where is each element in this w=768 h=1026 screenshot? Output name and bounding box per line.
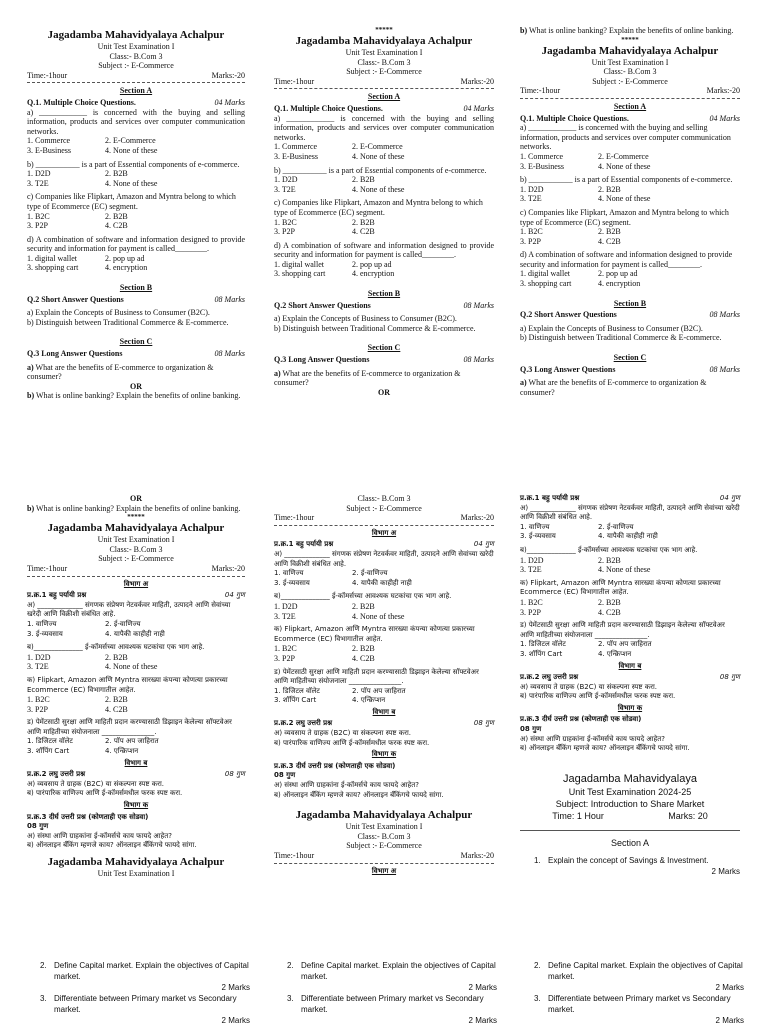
footer-questions-middle: 2. Define Capital market. Explain the objectives of Capital market. 2 Marks 3. Differentiate between Primary market vs Secondary market. 2 Marks [287, 961, 497, 1025]
q3-b: b) What is online banking? Explain the benefits of online banking. [27, 391, 241, 401]
college-name: Jagadamba Mahavidyalaya Achalpur [295, 35, 473, 47]
class-line: Class:- B.Com 3 [109, 51, 163, 61]
share-college: Jagadamba Mahavidyalaya [563, 773, 697, 785]
paper-bottom-right: प्र.क्र.1 बहु पर्यायी प्रश्न 04 गुण अ) _____________ संगणक संप्रेषण नेटवर्कवर माहिती, उत्पादने आणि सेवांच्या खरेदी आणि विक्रीशी संबंधित आहे. 1. वाणिज्य 2. ई-वाणिज्य 3. ई-व्यवसाय 4. यापैकी काहीही नाही ब)______________ ई-कॉमर्सच्या आवश्यक घटकांचा एक भाग आहे. 1. D2D 2. B2B 3. T2E 4. None of these क) Flipkart, Amazon आणि Myntra सारख्या कंपन्या कोणत्या प्रकारच्या Ecommerce (EC) विभागातील आहेत. 1. B2C 2. B2B 3. P2P 4. C2B ड) पेमेंटसाठी सुरक्षा आणि माहिती प्रदान करण्यासाठी डिझाइन केलेल्या सॉफ्टवेअर आणि माहितीच्या संयोजनाला _______________. 1. डिजिटल वॉलेट 2. पॉप अप जाहिरात 3. शॉपिंग Cart 4. एन्क्रिप्शन विभाग ब प्र.क्र.2 लघु उत्तरी प्रश्न 08 गुण अ) व्यवसाय ते ग्राहक (B2C) या संकल्पना स्पष्ट करा. ब) पारंपारिक वाणिज्य आणि ई-कॉमर्समधील फरक स्पष्ट करा. विभाग क प्र.क्र.3 दीर्घ उत्तरी प्रश्न (कोणताही एक सोडवा) 08 गुण अ) संस्था आणि ग्राहकांना ई-कॉमर्सचे काय फायदे आहेत? ब) ऑनलाइन बँकिंग म्हणजे काय? ऑनलाइन बँकिंगचे फायदे सांगा. [520, 494, 740, 753]
section-c-heading: Section C [119, 337, 153, 347]
q2-b: b) Distinguish between Traditional Commerce & E-commerce. [27, 317, 229, 327]
or-label: OR [130, 381, 142, 391]
footer-questions-right: 2. Define Capital market. Explain the objectives of Capital market. 2 Marks 3. Differentiate between Primary market vs Secondary market. 2 Marks [534, 961, 744, 1025]
q3-a: a) What are the benefits of E-commerce to organization & consumer? [27, 362, 214, 382]
mcq-b: b) ___________ is a part of Essential components of e-commerce. [27, 159, 240, 169]
paper-bottom-left: OR b) What is online banking? Explain the benefits of online banking. ***** Jagadamba Mahavidyalaya Achalpur Unit Test Examination I Class:- B.Com 3 Subject :- E-Commerce Time:-1hour Marks:-20 विभाग अ प्र.क्र.1 बहु पर्यायी प्रश्न 04 गुण अ) _____________ संगणक संप्रेषण नेटवर्कवर माहिती, उत्पादने आणि सेवांच्या खरेदी आणि विक्रीशी संबंधित आहे. 1. वाणिज्य 2. ई-वाणिज्य 3. ई-व्यवसाय 4. यापैकी काहीही नाही ब)______________ ई-कॉमर्सच्या आवश्यक घटकांचा एक भाग आहे. 1. D2D 2. B2B 3. T2E 4. None of these क) Flipkart, Amazon आणि Myntra सारख्या कंपन्या कोणत्या प्रकारच्या Ecommerce (EC) विभागातील आहेत. 1. B2C 2. B2B 3. P2P 4. C2B ड) पेमेंटसाठी सुरक्षा आणि माहिती प्रदान करण्यासाठी डिझाइन केलेल्या सॉफ्टवेअर आणि माहितीच्या संयोजनाला _______________. 1. डिजिटल वॉलेट 2. पॉप अप जाहिरात 3. शॉपिंग Cart 4. एन्क्रिप्शन विभाग ब प्र.क्र.2 लघु उत्तरी प्रश्न 08 गुण अ) व्यवसाय ते ग्राहक (B2C) या संकल्पना स्पष्ट करा. ब) पारंपारिक वाणिज्य आणि ई-कॉमर्समधील फरक स्पष्ट करा. विभाग क प्र.क्र.3 दीर्घ उत्तरी प्रश्न (कोणताही एक सोडवा) 08 गुण अ) संस्था आणि ग्राहकांना ई-कॉमर्सचे काय फायदे आहेत? ब) ऑनलाइन बँकिंग म्हणजे काय? ऑनलाइन बँकिंगचे फायदे सांगा. Jagadamba Mahavidyalaya Achalpur Unit Test Examination I [27, 494, 245, 878]
divider [27, 82, 245, 83]
share-market-paper: Jagadamba Mahavidyalaya Unit Test Examination 2024-25 Subject: Introduction to Share Market Time: 1 Hour Marks: 20 Section A 1. Explain the concept of Savings & Investment. 2 Marks [520, 772, 740, 877]
paper-top-middle: ***** Jagadamba Mahavidyalaya Achalpur Unit Test Examination I Class:- B.Com 3 Subject :- E-Commerce Time:-1hour Marks:-20 Section A Q.1. Multiple Choice Questions. 04 Marks a) ____________ is concerned with the buying and selling information, products and services over computer communication networks. 1. Commerce 2. E-Commerce 3. E-Business 4. None of these b) ___________ is a part of Essential components of e-commerce. 1. D2D 2. B2B 3. T2E 4. None of these c) Companies like Flipkart, Amazon and Myntra belong to which type of Ecommerce (EC) segment. 1. B2C 2. B2B 3. P2P 4. C2B d) A combination of software and information designed to provide security and information for payment is called________. 1. digital wallet 2. pop up ad 3. shopping cart 4. encryption Section B Q.2 Short Answer Questions 08 Marks a) Explain the Concepts of Business to Consumer (B2C). b) Distinguish between Traditional Commerce & E-commerce. Section C Q.3 Long Answer Questions 08 Marks a) What are the benefits of E-commerce to organization & consumer? OR [274, 26, 494, 397]
exam-name: Unit Test Examination I [97, 42, 175, 51]
q1-heading: Q.1. Multiple Choice Questions. 04 Marks [27, 97, 245, 107]
section-b-heading: Section B [119, 283, 153, 293]
footer-questions-left: 2. Define Capital market. Explain the objectives of Capital market. 2 Marks 3. Differentiate between Primary market vs Secondary market. 2 Marks [40, 961, 250, 1025]
stars-separator: ***** [375, 26, 393, 34]
section-a-heading: Section A [119, 86, 153, 96]
q2-a: a) Explain the Concepts of Business to Consumer (B2C). [27, 308, 210, 318]
divider [274, 88, 494, 89]
subject-line: Subject :- E-Commerce [98, 61, 174, 71]
college-name: Jagadamba Mahavidyalaya Achalpur [47, 29, 225, 41]
mcq-d: d) A combination of software and information designed to provide security and information for payment is called________. [27, 234, 245, 254]
paper-bottom-middle: Class:- B.Com 3 Subject :- E-Commerce Time:-1hour Marks:-20 विभाग अ प्र.क्र.1 बहु पर्यायी प्रश्न 04 गुण अ) _____________ संगणक संप्रेषण नेटवर्कवर माहिती, उत्पादने आणि सेवांच्या खरेदी आणि विक्रीशी संबंधित आहे. 1. वाणिज्य 2. ई-वाणिज्य 3. ई-व्यवसाय 4. यापैकी काहीही नाही ब)______________ ई-कॉमर्सच्या आवश्यक घटकांचा एक भाग आहे. 1. D2D 2. B2B 3. T2E 4. None of these क) Flipkart, Amazon आणि Myntra सारख्या कंपन्या कोणत्या प्रकारच्या Ecommerce (EC) विभागातील आहेत. 1. B2C 2. B2B 3. P2P 4. C2B ड) पेमेंटसाठी सुरक्षा आणि माहिती प्रदान करण्यासाठी डिझाइन केलेल्या सॉफ्टवेअर आणि माहितीच्या संयोजनाला _______________. 1. डिजिटल वॉलेट 2. पॉप अप जाहिरात 3. शॉपिंग Cart 4. एन्क्रिप्शन विभाग ब प्र.क्र.2 लघु उत्तरी प्रश्न 08 गुण अ) व्यवसाय ते ग्राहक (B2C) या संकल्पना स्पष्ट करा. ब) पारंपारिक वाणिज्य आणि ई-कॉमर्समधील फरक स्पष्ट करा. विभाग क प्र.क्र.3 दीर्घ उत्तरी प्रश्न (कोणताही एक सोडवा) 08 गुण अ) संस्था आणि ग्राहकांना ई-कॉमर्सचे काय फायदे आहेत? ब) ऑनलाइन बँकिंग म्हणजे काय? ऑनलाइन बँकिंगचे फायदे सांगा. Jagadamba Mahavidyalaya Achalpur Unit Test Examination I Class:- B.Com 3 Subject :- E-Commerce Time:-1hour Marks:-20 विभाग अ [274, 494, 494, 875]
q2-heading: Q.2 Short Answer Questions 08 Marks [27, 294, 245, 304]
paper-top-left: Jagadamba Mahavidyalaya Achalpur Unit Test Examination I Class:- B.Com 3 Subject :- E-Commerce Time:-1hour Marks:-20 Section A Q.1. Multiple Choice Questions. 04 Marks a) ____________ is concerned with the buying and selling information, products and services over computer communication networks. 1. Commerce 2. E-Commerce 3. E-Business 4. None of these b) ___________ is a part of Essential components of e-commerce. 1. D2D 2. B2B 3. T2E 4. None of these c) Companies like Flipkart, Amazon and Myntra belong to which type of Ecommerce (EC) segment. 1. B2C 2. B2B 3. P2P 4. C2B d) A combination of software and information designed to provide security and information for payment is called________. 1. digital wallet 2. pop up ad 3. shopping cart 4. encryption Section B Q.2 Short Answer Questions 08 Marks a) Explain the Concepts of Business to Consumer (B2C). b) Distinguish between Traditional Commerce & E-commerce. Section C Q.3 Long Answer Questions 08 Marks a) What are the benefits of E-commerce to organization & consumer? OR b) What is online banking? Explain the benefits of online banking. [27, 29, 245, 401]
time-marks: Time:-1hour Marks:-20 [27, 70, 245, 80]
paper-top-right: b) What is online banking? Explain the benefits of online banking. ***** Jagadamba Mahavidyalaya Achalpur Unit Test Examination I Class:- B.Com 3 Subject :- E-Commerce Time:-1hour Marks:-20 Section A Q.1. Multiple Choice Questions. 04 Marks a) ____________ is concerned with the buying and selling information, products and services over computer communication networks. 1. Commerce 2. E-Commerce 3. E-Business 4. None of these b) ___________ is a part of Essential components of e-commerce. 1. D2D 2. B2B 3. T2E 4. None of these c) Companies like Flipkart, Amazon and Myntra belong to which type of Ecommerce (EC) segment. 1. B2C 2. B2B 3. P2P 4. C2B d) A combination of software and information designed to provide security and information for payment is called________. 1. digital wallet 2. pop up ad 3. shopping cart 4. encryption Section B Q.2 Short Answer Questions 08 Marks a) Explain the Concepts of Business to Consumer (B2C). b) Distinguish between Traditional Commerce & E-commerce. Section C Q.3 Long Answer Questions 08 Marks a) What are the benefits of E-commerce to organization & consumer? [520, 26, 740, 397]
mcq-a: a) ____________ is concerned with the buying and selling information, products and services over computer communication networks. [27, 107, 245, 136]
q3-heading: Q.3 Long Answer Questions 08 Marks [27, 349, 245, 359]
mcq-c: c) Companies like Flipkart, Amazon and Myntra belong to which type of Ecommerce (EC) segment. [27, 192, 236, 211]
